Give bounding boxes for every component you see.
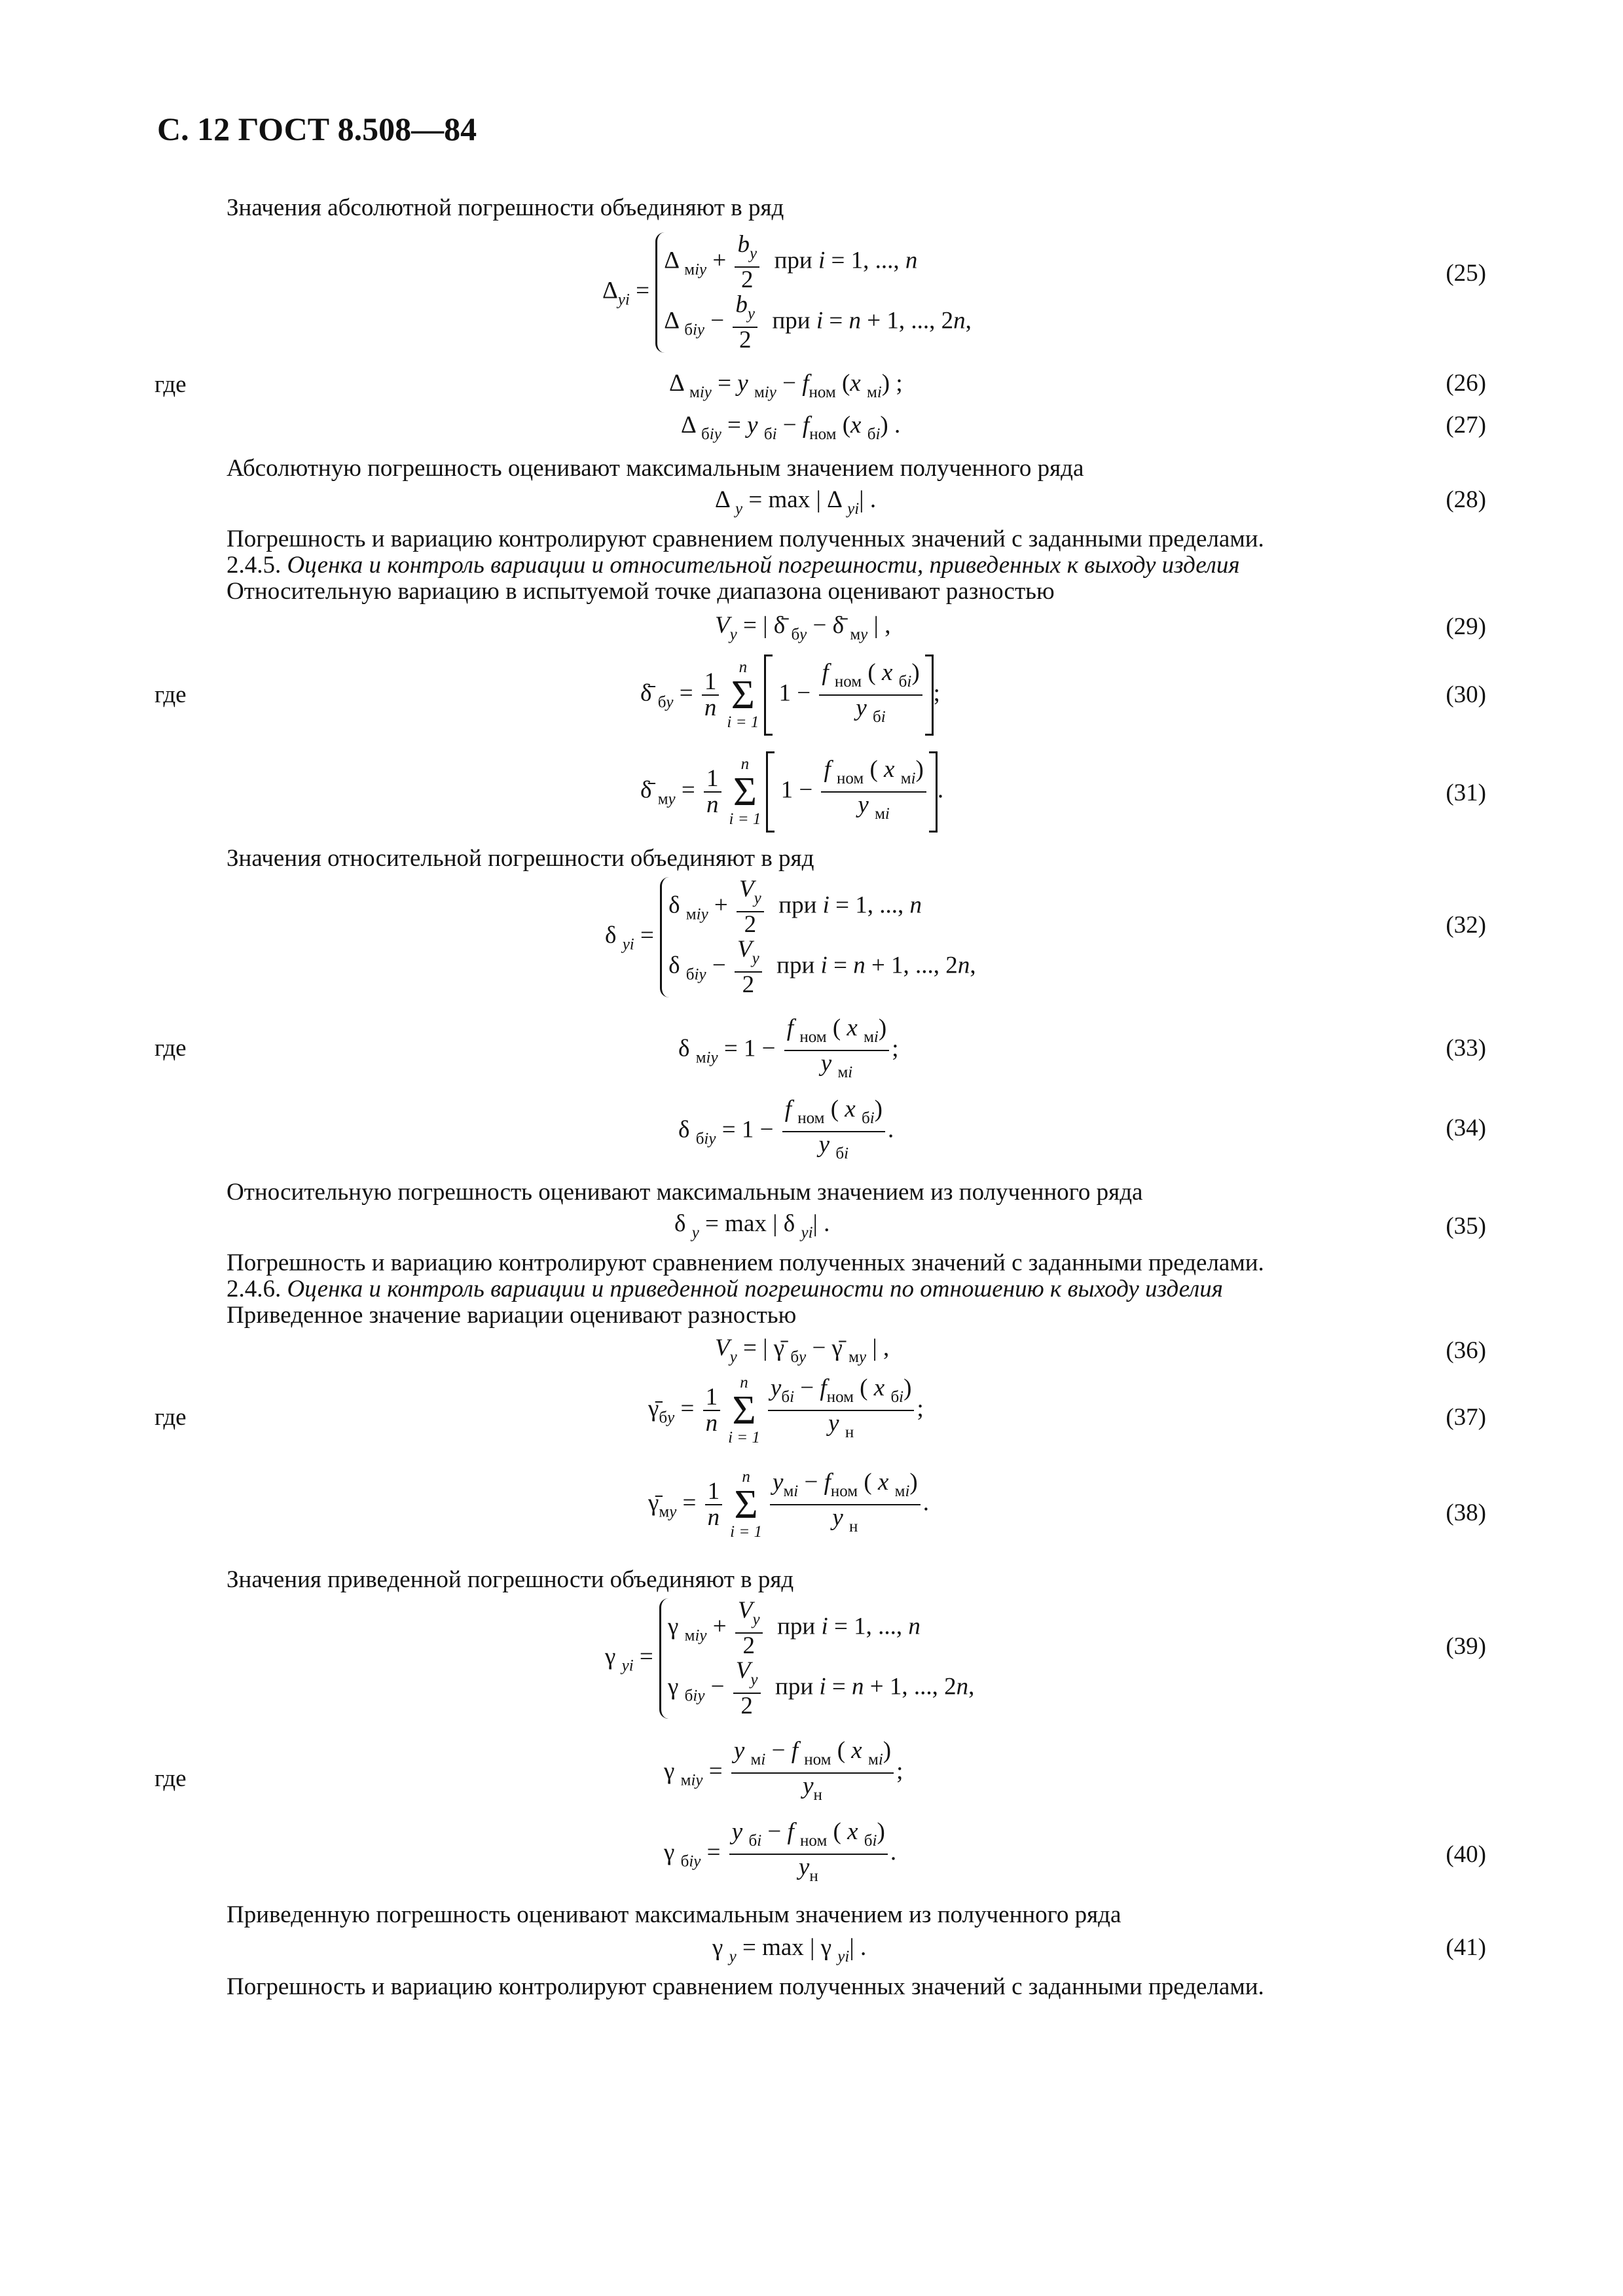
equation-number: (37) [1446, 1404, 1486, 1431]
where-label: где [155, 371, 187, 398]
paragraph: Значения приведенной погрешности объединяют в ряд [227, 1566, 794, 1593]
equation-number: (30) [1446, 681, 1486, 708]
paragraph: Абсолютную погрешность оценивают максимальным значением полученного ряда [227, 455, 1084, 482]
where-label: где [155, 681, 187, 708]
formula-40: γ $_{бiy}$ = $\frac{y _{бi} - f _{ном} ( x _{бi})}{y_н}$ . [664, 1818, 897, 1885]
formula-28: Δ $_y$ = max | Δ $_{yi}$| . [715, 486, 877, 518]
formula-27: Δ $_{бiy}$ = y $_{бi} - f_{ном}$ (x $_{бi}$) . [681, 412, 901, 443]
page-header: С. 12 ГОСТ 8.508—84 [157, 111, 477, 147]
equation-number: (35) [1446, 1213, 1486, 1240]
formula-39: γ $_{yi}$ = γ $_{мiy}$ + $\frac{V_y}{2}$ при i = 1, ..., n γ $_{бiy}$ − $\frac{V_y}{2}$ при i = n + 1, ..., 2n, [605, 1597, 975, 1719]
paragraph: Погрешность и вариацию контролируют сравнением полученных значений с заданными пределами. [227, 526, 1264, 552]
formula-30: δ̄ $_{бy}$ = $\frac{1}{n}$ n Σ i = 1 1 − $\frac{f _{ном} ( x _{бi})}{y _{бi}}$ ; [640, 655, 940, 736]
formula-26: Δ $_{мiy}$ = y $_{мiy} - f_{ном}$ (x $_{мi}$) ; [669, 370, 903, 401]
paragraph: Значения абсолютной погрешности объединяют в ряд [227, 194, 784, 221]
section-heading-2-4-6: 2.4.6. Оценка и контроль вариации и приведенной погрешности по отношению к выходу изделия [227, 1276, 1223, 1302]
formula-38: $\gammā_{мy}$ = $\frac{1}{n}$ n Σ i = 1 $\frac{y_{мi} - f_{ном} ( x _{мi})}{y _н}$ . [648, 1468, 929, 1541]
formula-31: δ̄ $_{мy}$ = $\frac{1}{n}$ n Σ i = 1 1 − $\frac{f _{ном} ( x _{мi})}{y _{мi}}$ . [640, 751, 943, 833]
formula-gamma-miy: γ $_{мiy}$ = $\frac{y _{мi} - f _{ном} ( x _{мi})}{y_н}$ ; [664, 1737, 903, 1804]
equation-number: (41) [1446, 1934, 1486, 1961]
formula-37: $\gammā_{бy}$ = $\frac{1}{n}$ n Σ i = 1 $\frac{y_{бi} - f_{ном} ( x _{бi})}{y _н}$ ; [648, 1374, 924, 1446]
formula-34: δ $_{бiy}$ = 1 − $\frac{f _{ном} ( x _{бi})}{y _{бi}}$ . [678, 1096, 894, 1162]
paragraph: Погрешность и вариацию контролируют сравнением полученных значений с заданными пределами. [227, 1249, 1264, 1276]
paragraph: Погрешность и вариацию контролируют сравнением полученных значений с заданными пределами. [227, 1973, 1264, 2000]
equation-number: (34) [1446, 1115, 1486, 1141]
section-heading-2-4-5: 2.4.5. Оценка и контроль вариации и относительной погрешности, приведенных к выходу изделия [227, 552, 1240, 579]
equation-number: (40) [1446, 1841, 1486, 1868]
formula-33: δ $_{мiy}$ = 1 − $\frac{f _{ном} ( x _{мi})}{y _{мi}}$ ; [678, 1014, 899, 1081]
paragraph: Относительную погрешность оценивают максимальным значением из полученного ряда [227, 1179, 1143, 1206]
equation-number: (27) [1446, 412, 1486, 439]
formula-25: $\Delta_{yi}$ = Δ $_{мiy}$ + $\frac{b_y}{2}$ при i = 1, ..., n Δ $_{бiy}$ − $\frac{b_y}{2}$ при i = n + 1, ..., 2n, [602, 231, 972, 353]
equation-number: (39) [1446, 1633, 1486, 1660]
where-label: где [155, 1404, 187, 1431]
equation-number: (33) [1446, 1035, 1486, 1062]
formula-36: $V_y$ = | γ̄ $_{бy}$ − γ̄ $_{мy}$ | , [715, 1335, 890, 1366]
equation-number: (26) [1446, 370, 1486, 397]
equation-number: (36) [1446, 1337, 1486, 1364]
paragraph: Значения относительной погрешности объединяют в ряд [227, 845, 814, 872]
formula-29: $V_y$ = | δ̄ $_{бy}$ − δ̄ $_{мy}$ | , [715, 612, 891, 643]
equation-number: (32) [1446, 912, 1486, 939]
equation-number: (25) [1446, 260, 1486, 287]
equation-number: (31) [1446, 780, 1486, 806]
formula-41: γ $_y$ = max | γ $_{yi}$| . [712, 1934, 867, 1965]
equation-number: (28) [1446, 486, 1486, 513]
formula-32: δ $_{yi}$ = δ $_{мiy}$ + $\frac{V_y}{2}$ при i = 1, ..., n δ $_{бiy}$ − $\frac{V_y}{2}$ при i = n + 1, ..., 2n, [605, 876, 976, 998]
equation-number: (38) [1446, 1499, 1486, 1526]
where-label: где [155, 1765, 187, 1792]
where-label: где [155, 1035, 187, 1062]
paragraph: Приведенную погрешность оценивают максимальным значением из полученного ряда [227, 1901, 1122, 1928]
equation-number: (29) [1446, 613, 1486, 640]
paragraph: Относительную вариацию в испытуемой точке диапазона оценивают разностью [227, 578, 1055, 605]
paragraph: Приведенное значение вариации оценивают разностью [227, 1302, 797, 1329]
formula-35: δ $_y$ = max | δ $_{yi}$| . [674, 1210, 830, 1242]
